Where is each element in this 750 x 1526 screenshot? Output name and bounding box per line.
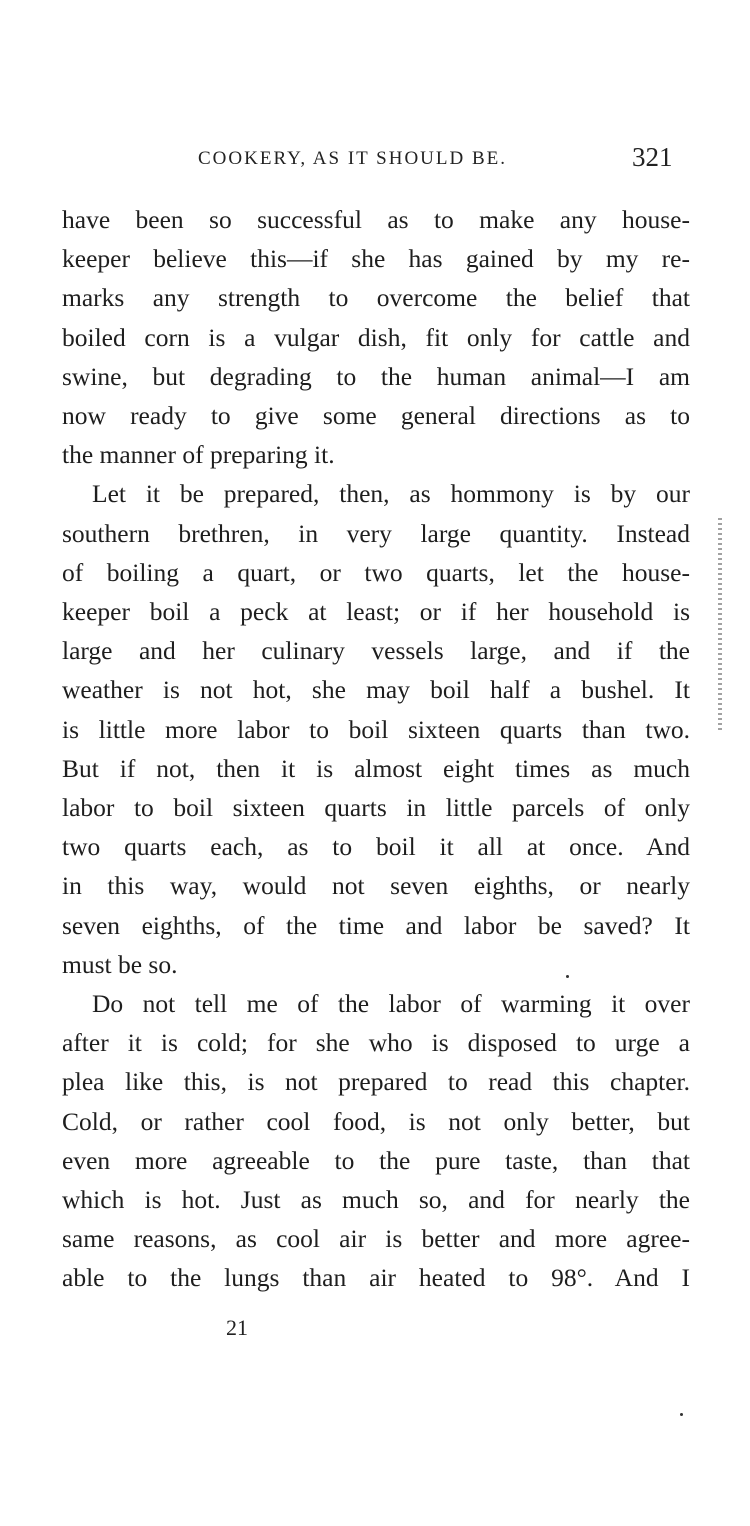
text-line: even more agreeable to the pure taste, than that (62, 1145, 690, 1175)
text-line: large and her culinary vessels large, and if the (62, 636, 690, 666)
paragraph-3 (62, 984, 690, 1298)
text-line: in this way, would not seven eighths, or nearly (62, 871, 690, 901)
text-line: keeper believe this—if she has gained by my re- (62, 244, 690, 274)
body-text (62, 200, 690, 1298)
text-line: the manner of preparing it. (62, 440, 335, 470)
text-line: But if not, then it is almost eight times as much (62, 753, 690, 783)
text-line: now ready to give some general directions as to (62, 401, 690, 431)
text-line: marks any strength to overcome the belief that (62, 283, 690, 313)
text-line: which is hot. Just as much so, and for nearly the (62, 1185, 690, 1215)
text-line: of boiling a quart, or two quarts, let the house- (62, 557, 690, 587)
paragraph-2 (62, 474, 690, 984)
text-line: two quarts each, as to boil it all at once. And (62, 832, 690, 862)
text-line: plea like this, is not prepared to read this chapter. (62, 1067, 690, 1097)
text-line: boiled corn is a vulgar dish, fit only for cattle and (62, 322, 690, 352)
text-line: is little more labor to boil sixteen quarts than two. (62, 714, 690, 744)
text-line: same reasons, as cool air is better and more agree- (62, 1224, 690, 1254)
ink-speck (680, 1413, 683, 1416)
ink-speck (566, 975, 569, 978)
text-line: southern brethren, in very large quantity. Instead (62, 518, 690, 548)
signature-mark: 21 (226, 1315, 248, 1340)
text-line: swine, but degrading to the human animal—I am (62, 361, 690, 391)
margin-bleed-mark (718, 518, 722, 732)
text-line: must be so. (62, 949, 178, 979)
text-line: able to the lungs than air heated to 98°. And I (62, 1263, 690, 1293)
page-number: 321 (632, 142, 673, 172)
text-line: seven eighths, of the time and labor be saved? It (62, 910, 690, 940)
running-head (0, 142, 750, 188)
text-line: labor to boil sixteen quarts in little parcels of only (62, 793, 690, 823)
text-line: have been so successful as to make any house- (62, 205, 690, 234)
text-line: Cold, or rather cool food, is not only better, but (62, 1106, 690, 1136)
paragraph-1 (62, 200, 690, 474)
text-line: keeper boil a peck at least; or if her household is (62, 597, 690, 627)
text-line: weather is not hot, she may boil half a bushel. It (62, 675, 690, 705)
text-line: after it is cold; for she who is disposed to urge a (62, 1028, 690, 1058)
text-line: Let it be prepared, then, as hommony is by our (92, 479, 690, 509)
text-line: Do not tell me of the labor of warming it over (92, 989, 690, 1019)
running-head-title: COOKERY, AS IT SHOULD BE. (198, 148, 508, 169)
